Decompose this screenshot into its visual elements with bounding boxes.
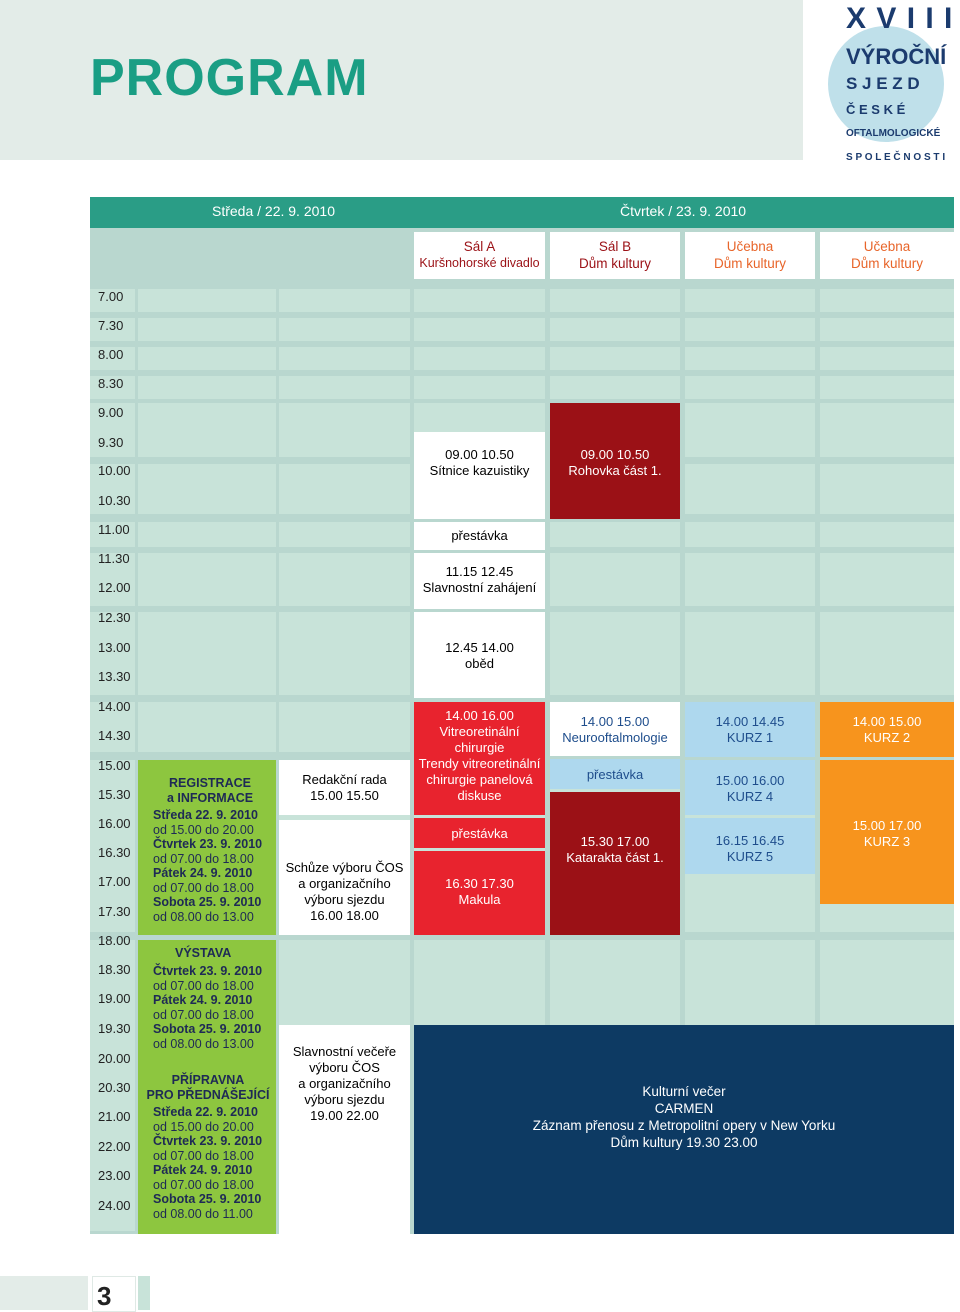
session-time: 12.45 14.00 — [445, 640, 514, 655]
registration-title-1: REGISTRACE — [169, 776, 251, 790]
time-label: 20.30 — [98, 1080, 131, 1095]
time-label: 11.30 — [98, 551, 130, 566]
time-label: 20.00 — [98, 1051, 131, 1066]
time-label: 14.00 — [98, 699, 131, 714]
course-name: KURZ 4 — [726, 789, 774, 804]
time-label: 16.00 — [98, 816, 131, 831]
grid-cell — [138, 403, 276, 457]
day-header-thursday: Čtvrtek / 23. 9. 2010 — [620, 203, 747, 219]
logo-line-2: VÝROČNÍ — [846, 44, 947, 69]
neuro-session-text — [550, 714, 680, 746]
exhibition-hours — [153, 964, 262, 1051]
time-label: 24.00 — [98, 1198, 131, 1213]
reg-day: Sobota 25. 9. 2010 — [153, 895, 262, 909]
grid-cell — [550, 553, 680, 606]
event-time: Dům kultury 19.30 23.00 — [610, 1135, 758, 1150]
speakers-room-title — [146, 1073, 270, 1102]
page-title: PROGRAM — [90, 49, 369, 107]
room-name: Učebna — [863, 239, 911, 254]
event-line: výboru sjezdu — [304, 892, 385, 907]
registration-hours — [153, 808, 262, 924]
exh-hours: od 08.00 do 13.00 — [153, 1036, 254, 1051]
grid-cell — [414, 347, 545, 370]
room-venue: Kuršnohorské divadlo — [419, 256, 540, 270]
grid-cell — [820, 347, 954, 370]
retina-session-text — [414, 447, 545, 479]
event-line: výboru ČOS — [309, 1060, 380, 1075]
session-title: Slavnostní zahájení — [422, 580, 537, 595]
grid-cell — [138, 493, 276, 512]
event-time: 16.00 18.00 — [310, 908, 379, 923]
exh-day: Sobota 25. 9. 2010 — [153, 1022, 262, 1036]
grid-cell — [685, 522, 815, 547]
course-time: 15.00 16.00 — [715, 773, 785, 788]
time-label: 17.00 — [98, 874, 131, 889]
grid-cell — [820, 493, 954, 512]
grid-cell — [685, 403, 815, 457]
event-time: 15.00 15.50 — [310, 788, 379, 803]
grid-cell — [279, 493, 410, 512]
time-label: 22.00 — [98, 1139, 131, 1154]
cultural-evening-text — [414, 1083, 954, 1151]
room-header-classroom-1 — [685, 238, 815, 272]
course-name: KURZ 1 — [726, 730, 774, 745]
session-title: Makula — [458, 892, 501, 907]
event-title: Slavnostní večeře — [292, 1044, 397, 1059]
grid-cell — [685, 347, 815, 370]
event-line: výboru sjezdu — [304, 1092, 385, 1107]
session-title: Vitreoretinální — [439, 724, 520, 739]
break-text: přestávka — [586, 767, 644, 782]
logo-line-4: Č E S K É — [846, 102, 906, 117]
reg-day: Pátek 24. 9. 2010 — [153, 866, 253, 880]
room-header-hall-b — [550, 238, 680, 272]
cornea-session-text — [550, 447, 680, 479]
spk-day: Sobota 25. 9. 2010 — [153, 1192, 262, 1206]
grid-cell — [279, 702, 410, 752]
spk-day: Čtvrtek 23. 9. 2010 — [153, 1134, 263, 1148]
editorial-board-text — [279, 772, 410, 804]
registration-title — [160, 776, 260, 805]
time-label: 21.00 — [98, 1109, 131, 1124]
gala-dinner-text — [279, 1044, 410, 1124]
event-title: Kulturní večer — [642, 1084, 726, 1099]
session-time: 16.30 17.30 — [445, 876, 514, 891]
exhibition-title — [175, 946, 231, 961]
logo-line-3: S J E Z D — [846, 74, 920, 93]
grid-cell — [820, 403, 954, 457]
grid-cell — [820, 522, 954, 547]
time-label: 8.30 — [98, 376, 124, 391]
time-label: 11.00 — [98, 522, 130, 537]
room-name: Sál B — [598, 239, 632, 254]
time-label: 19.00 — [98, 991, 131, 1006]
grid-cell — [414, 289, 545, 312]
reg-day: Středa 22. 9. 2010 — [153, 808, 258, 822]
grid-cell — [685, 318, 815, 341]
session-time: 11.15 12.45 — [445, 564, 514, 579]
session-time: 14.00 15.00 — [580, 714, 650, 729]
grid-cell — [279, 347, 410, 370]
session-subtitle: Trendy vitreoretinální — [418, 756, 541, 771]
reg-hours: od 15.00 do 20.00 — [153, 822, 254, 837]
session-title: Sítnice kazuistiky — [429, 463, 530, 478]
time-label: 7.30 — [98, 318, 124, 333]
event-time: 19.00 22.00 — [310, 1108, 379, 1123]
time-label: 12.30 — [98, 610, 131, 625]
exh-day: Pátek 24. 9. 2010 — [153, 993, 253, 1007]
course-name: KURZ 5 — [726, 849, 774, 864]
lunch-text — [414, 640, 545, 672]
opening-ceremony-text — [414, 564, 545, 596]
time-label: 12.00 — [98, 580, 131, 595]
exh-hours: od 07.00 do 18.00 — [153, 1007, 254, 1022]
grid-cell — [685, 553, 815, 606]
grid-cell — [279, 318, 410, 341]
grid-cell — [138, 376, 276, 399]
grid-cell — [820, 553, 954, 606]
session-time: 14.00 16.00 — [445, 708, 514, 723]
committee-meeting-text — [279, 860, 410, 924]
time-label: 7.00 — [98, 289, 124, 304]
grid-cell — [685, 376, 815, 399]
grid-cell — [279, 522, 410, 547]
event-title: CARMEN — [654, 1101, 714, 1116]
reg-hours: od 07.00 do 18.00 — [153, 851, 254, 866]
grid-cell — [414, 318, 545, 341]
event-line: a organizačního — [298, 1076, 391, 1091]
speakers-title-1: PŘÍPRAVNA — [171, 1073, 245, 1087]
logo-line-5: OFTALMOLOGICKÉ — [846, 128, 941, 139]
time-label: 13.00 — [98, 640, 131, 655]
reg-hours: od 08.00 do 13.00 — [153, 909, 254, 924]
session-subtitle: diskuse — [457, 788, 502, 803]
grid-cell — [685, 493, 815, 512]
course-5-text — [685, 833, 815, 865]
room-venue: Dům kultury — [578, 256, 651, 271]
time-label: 16.30 — [98, 845, 131, 860]
grid-cell — [685, 612, 815, 695]
course-time: 16.15 16.45 — [715, 833, 785, 848]
vitreoretinal-session-text — [414, 708, 545, 804]
grid-cell — [279, 376, 410, 399]
session-title: Neurooftalmologie — [562, 730, 668, 745]
spk-hours: od 08.00 do 11.00 — [153, 1206, 253, 1221]
course-name: KURZ 3 — [863, 834, 911, 849]
grid-cell — [820, 318, 954, 341]
time-label: 10.30 — [98, 493, 131, 508]
time-label: 18.00 — [98, 933, 131, 948]
spk-hours: od 07.00 do 18.00 — [153, 1148, 254, 1163]
congress-logo — [808, 0, 960, 170]
grid-cell — [138, 289, 276, 312]
session-title: Katarakta část 1. — [566, 850, 664, 865]
exh-day: Čtvrtek 23. 9. 2010 — [153, 964, 263, 978]
macula-session-text — [414, 876, 545, 908]
event-title: Redakční rada — [302, 772, 387, 787]
time-label: 18.30 — [98, 962, 131, 977]
footer-band — [0, 1276, 88, 1310]
course-4-text — [685, 773, 815, 805]
event-title: Schůze výboru ČOS — [285, 860, 404, 875]
exh-hours: od 07.00 do 18.00 — [153, 978, 254, 993]
time-label: 15.00 — [98, 758, 131, 773]
speakers-room-hours — [153, 1105, 262, 1221]
time-label: 10.00 — [98, 463, 131, 478]
grid-cell — [138, 347, 276, 370]
spk-hours: od 15.00 do 20.00 — [153, 1119, 254, 1134]
logo-line-1: X V I I I — [846, 2, 954, 35]
break-text: přestávka — [451, 528, 508, 543]
course-name: KURZ 2 — [863, 730, 911, 745]
grid-cell — [685, 289, 815, 312]
grid-cell — [279, 553, 410, 606]
grid-cell — [820, 376, 954, 399]
time-label: 14.30 — [98, 728, 131, 743]
grid-cell — [138, 702, 276, 752]
session-title: oběd — [465, 656, 494, 671]
grid-cell — [550, 318, 680, 341]
grid-cell — [279, 612, 410, 695]
room-name: Učebna — [726, 239, 774, 254]
reg-hours: od 07.00 do 18.00 — [153, 880, 254, 895]
session-time: 09.00 10.50 — [580, 447, 650, 462]
session-title: chirurgie — [454, 740, 505, 755]
event-description: Záznam přenosu z Metropolitní opery v New Yorku — [532, 1118, 836, 1133]
grid-cell — [550, 289, 680, 312]
grid-cell — [550, 522, 680, 547]
time-label: 9.00 — [98, 405, 124, 420]
time-label: 15.30 — [98, 787, 131, 802]
page-number: 3 — [97, 1281, 112, 1311]
time-label: 8.00 — [98, 347, 124, 362]
break-text: přestávka — [451, 826, 508, 841]
speakers-title-2: PRO PŘEDNÁŠEJÍCÍ — [146, 1087, 270, 1102]
room-name: Sál A — [463, 239, 496, 254]
grid-cell — [820, 289, 954, 312]
time-label: 9.30 — [98, 435, 124, 450]
grid-cell — [414, 376, 545, 399]
cataract-session-text — [550, 834, 680, 866]
room-header-classroom-2 — [820, 238, 954, 272]
room-header-hall-a — [414, 238, 545, 272]
time-label: 23.00 — [98, 1168, 131, 1183]
time-label: 19.30 — [98, 1021, 131, 1036]
logo-line-6: S P O L E Č N O S T I — [846, 152, 946, 163]
day-header-wednesday: Středa / 22. 9. 2010 — [212, 203, 335, 219]
grid-cell — [138, 553, 276, 606]
grid-cell — [138, 318, 276, 341]
spk-hours: od 07.00 do 18.00 — [153, 1177, 254, 1192]
grid-cell — [279, 403, 410, 457]
grid-cell — [138, 522, 276, 547]
session-subtitle: chirurgie panelová — [426, 772, 533, 787]
grid-cell — [279, 289, 410, 312]
reg-day: Čtvrtek 23. 9. 2010 — [153, 837, 263, 851]
session-time: 15.30 17.00 — [580, 834, 650, 849]
exhibition-heading: VÝSTAVA — [175, 946, 232, 960]
spk-day: Pátek 24. 9. 2010 — [153, 1163, 253, 1177]
spk-day: Středa 22. 9. 2010 — [153, 1105, 258, 1119]
event-line: a organizačního — [298, 876, 391, 891]
course-3-text — [820, 818, 954, 850]
course-time: 15.00 17.00 — [852, 818, 922, 833]
grid-cell — [550, 347, 680, 370]
course-time: 14.00 15.00 — [852, 714, 922, 729]
room-venue: Dům kultury — [713, 256, 786, 271]
time-label: 17.30 — [98, 904, 131, 919]
room-venue: Dům kultury — [850, 256, 923, 271]
course-1-text — [685, 714, 815, 746]
grid-cell — [820, 612, 954, 695]
footer-stripe — [138, 1276, 150, 1310]
course-2-text — [820, 714, 954, 746]
session-time: 09.00 10.50 — [445, 447, 514, 462]
grid-cell — [550, 612, 680, 695]
time-label: 13.30 — [98, 669, 131, 684]
grid-cell — [550, 376, 680, 399]
grid-cell — [138, 612, 276, 695]
registration-title-2: a INFORMACE — [166, 790, 254, 805]
course-time: 14.00 14.45 — [715, 714, 785, 729]
session-title: Rohovka část 1. — [568, 463, 662, 478]
